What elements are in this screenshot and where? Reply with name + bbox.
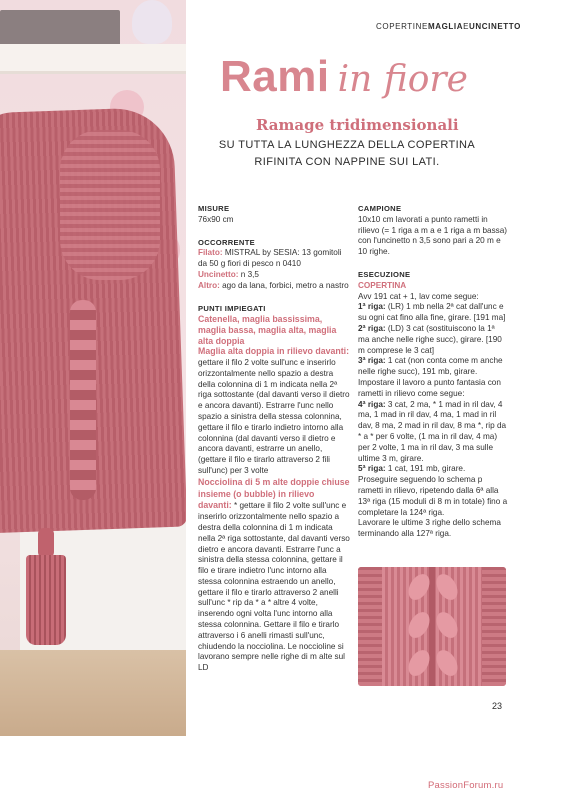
tassel (26, 555, 66, 645)
avvio-line: Avv 191 cat + 1, lav come segue: (358, 291, 479, 301)
misure-heading: MISURE (198, 204, 230, 213)
copertina-heading: COPERTINA (358, 280, 407, 290)
row-4: 4ª riga: 3 cat, 2 ma, * 1 mad in ril dav, 4 ma, 1 mad in ril dav, 4 ma, 1 mad in ril dav, 8 ma, 2 mad in ril dav, 8 ma *, rip da * a * per 6 volte, (1 ma in ril dav, 4 ma) per 2 volte, 1 ma in ril dav, 3 ma sulle ultime 3 m, girare. (358, 399, 507, 463)
swatch-leaf (432, 646, 462, 679)
row-1: 1ª riga: (LR) 1 mb nella 2ª cat dall'unc e su ogni cat fino alla fine, girare. [191 ma] (358, 302, 506, 323)
occorrente-heading: OCCORRENTE (198, 237, 256, 247)
watermark-link[interactable]: PassionForum.ru (428, 780, 504, 791)
instructions-right-column (358, 204, 508, 540)
row-3: 3ª riga: 1 cat (non conta come m anche nelle righe succ), 191 mb, girare. (358, 356, 503, 377)
uncinetto-line: Uncinetto: n 3,5 (198, 269, 259, 279)
punti-heading: PUNTI IMPIEGATI (198, 303, 266, 313)
row-2: 2ª riga: (LD) 3 cat (sostituiscono la 1ª ma anche nelle righe succ), girare. [190 m comprese le 3 cat] (358, 323, 502, 355)
esecuzione-heading: ESECUZIONE (358, 269, 411, 279)
swatch-stem (429, 567, 435, 686)
swatch-band (482, 567, 506, 686)
campione-heading: CAMPIONE (358, 204, 402, 213)
floor (0, 650, 186, 736)
madd-stitch: Maglia alta doppia in rilievo davanti: gettare il filo 2 volte sull'unc e inserirlo orizzontalmente nello spazio a destra della colonnina di 1 m indicata nella 2ª riga sottostante (dal davanti verso il dietro e ancora davanti). Estrarre l'unc nello spazio a sinistra della stessa colonnina, gettare il filo e tirarlo indietro intorno alla colonnina (dal davanti verso il dietro e ancora davanti, estrarre un anello, (gettare il filo e tirarlo attraverso 2 fili sull'unc) per 3 volte (198, 346, 350, 475)
punti-list: Catenella, maglia bassissima, maglia bassa, maglia alta, maglia alta doppia (198, 314, 337, 346)
lead-text: SU TUTTA LA LUNGHEZZA DELLA COPERTINA RIFINITA CON NAPPINE SUI LATI. (218, 139, 476, 168)
instructions-left-column (198, 204, 350, 674)
stitch-swatch-photo (358, 567, 506, 686)
swatch-leaf (432, 608, 462, 641)
cover-photo (0, 0, 186, 736)
proseguire-text: Proseguire seguendo lo schema p rametti in rilievo, ripetendo dalla 6ª alla 13ª riga (15 moduli di 8 m in totale) fino a completare la 124ª riga. (358, 475, 508, 517)
nocciolina-stitch: Nocciolina di 5 m alte doppie chiuse insieme (o bubble) in rilievo davanti: * gettare il filo 2 volte sull'unc e inserirlo orizzontalmente nello spazio a destra della colonnina di 1 m indicata nella 2ª riga sottostante, dal davanti verso dietro e ancora davanti. Estrarre l'unc a sinistra della stessa colonnina, gettare il filo e tirare indietro l'unc intorno alla stessa colonnina estraendo un anello, gettare il filo e tirarlo attraverso 2 anelli sull'unc * rip da * a * altre 4 volte, inserendo ogni volta l'unc intorno alla stessa colonnina. Gettare il filo e tirarlo attraverso i 6 anelli rimasti sull'unc, chiudendo la nocciolina. Le noccioline si lavorano sempre nelle righe di m alte sul LD (198, 476, 350, 673)
altro-line: Altro: ago da lana, forbici, metro a nastro (198, 280, 349, 290)
tassel-knot (38, 528, 54, 558)
blanket-fold (60, 130, 160, 280)
page-number: 23 (492, 701, 503, 711)
plush-toy (132, 0, 172, 44)
swatch-band (358, 567, 382, 686)
page-title (220, 52, 540, 102)
row-5: 5ª riga: 1 cat, 191 mb, girare. (358, 464, 466, 474)
campione-text: 10x10 cm lavorati a punto rametti in rilievo (= 1 riga a m a e 1 riga a m bassa) con l'uncinetto n 3,5 sono pari a 20 m e 10 righe. (358, 214, 508, 257)
blanket-cable-pattern (70, 300, 96, 500)
title-main: Rami (220, 52, 330, 101)
subtitle: Ramage tridimensionali (256, 116, 459, 134)
shelf (0, 44, 186, 74)
impostare-text: Impostare il lavoro a punto fantasia con rametti in rilievo come segue: (358, 377, 501, 398)
title-script: in fiore (337, 59, 468, 100)
misure-value: 76x90 cm (198, 214, 234, 224)
swatch-leaf (432, 570, 462, 603)
running-head: COPERTINEMAGLIAEUNCINETTO (376, 22, 521, 31)
filato-line: Filato: MISTRAL by SESIA: 13 gomitoli da 50 g fiori di pesco n 0410 (198, 248, 342, 269)
storage-box (0, 10, 120, 48)
ultime-righe-text: Lavorare le ultime 3 righe dello schema terminando alla 127ª riga. (358, 518, 501, 539)
